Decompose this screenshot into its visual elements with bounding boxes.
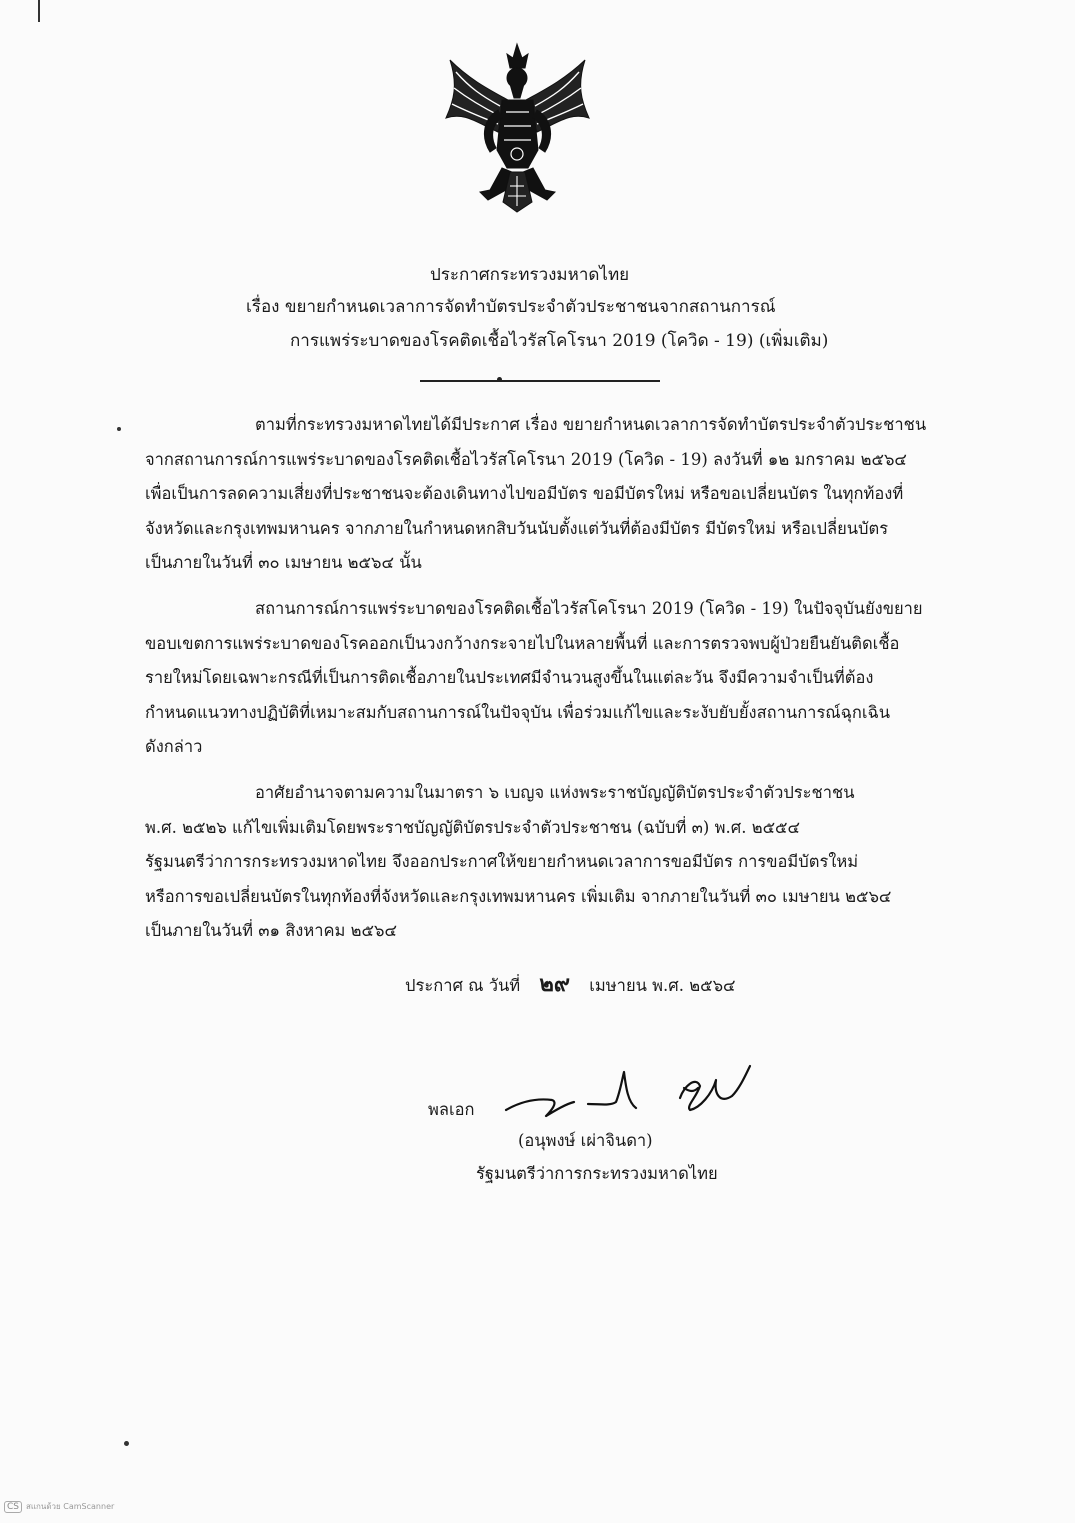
signatory-name: (อนุพงษ์ เผ่าจินดา) — [518, 1131, 653, 1150]
paragraph-line: เป็นภายในวันที่ ๓๐ เมษายน ๒๕๖๔ นั้น — [145, 553, 422, 572]
handwritten-signature — [500, 1058, 760, 1128]
scan-speck — [124, 1441, 129, 1446]
paragraph-line: รายใหม่โดยเฉพาะกรณีที่เป็นการติดเชื้อภายในประเทศมีจำนวนสูงขึ้นในแต่ละวัน จึงมีความจำเป็นที่ต้อง — [145, 668, 874, 687]
paragraph-line: เป็นภายในวันที่ ๓๑ สิงหาคม ๒๕๖๔ — [145, 921, 397, 940]
signatory-title: รัฐมนตรีว่าการกระทรวงมหาดไทย — [476, 1164, 718, 1183]
paragraph-line: หรือการขอเปลี่ยนบัตรในทุกท้องที่จังหวัดและกรุงเทพมหานคร เพิ่มเติม จากภายในวันที่ ๓๐ เมษายน ๒๕๖๔ — [145, 886, 892, 906]
paragraph-line: จากสถานการณ์การแพร่ระบาดของโรคติดเชื้อไวรัสโคโรนา 2019 (โควิด - 19) ลงวันที่ ๑๒ มกราคม ๒๕๖๔ — [145, 449, 907, 469]
date-day: ๒๙ — [539, 971, 571, 997]
camscanner-badge: CS — [4, 1501, 22, 1513]
paragraph-line: สถานการณ์การแพร่ระบาดของโรคติดเชื้อไวรัสโคโรนา 2019 (โควิด - 19) ในปัจจุบันยังขยาย — [255, 599, 923, 618]
signatory-rank: พลเอก — [428, 1100, 475, 1119]
camscanner-text: สแกนด้วย CamScanner — [26, 1502, 115, 1511]
paragraph-line: ดังกล่าว — [145, 737, 203, 756]
date-suffix: เมษายน พ.ศ. ๒๕๖๔ — [589, 976, 736, 995]
paragraph-line: กำหนดแนวทางปฏิบัติที่เหมาะสมกับสถานการณ์ในปัจจุบัน เพื่อร่วมแก้ไขและระงับยับยั้งสถานการณ์ฉุกเฉิน — [145, 702, 891, 722]
paragraph-line: จังหวัดและกรุงเทพมหานคร จากภายในกำหนดหกสิบวันนับตั้งแต่วันที่ต้องมีบัตร มีบัตรใหม่ หรือเปลี่ยนบัตร — [145, 518, 889, 538]
paragraph-line: ขอบเขตการแพร่ระบาดของโรคออกเป็นวงกว้างกระจายไปในหลายพื้นที่ และการตรวจพบผู้ป่วยยืนยันติดเชื้อ — [145, 633, 900, 653]
paragraph-line: ตามที่กระทรวงมหาดไทยได้มีประกาศ เรื่อง ขยายกำหนดเวลาการจัดทำบัตรประจำตัวประชาชน — [255, 415, 927, 434]
header-divider-dot — [497, 377, 502, 382]
garuda-emblem — [440, 40, 595, 215]
paragraph-2 — [145, 592, 985, 765]
paragraph-line: อาศัยอำนาจตามความในมาตรา ๖ เบญจ แห่งพระราชบัญญัติบัตรประจำตัวประชาชน — [255, 783, 855, 802]
scan-edge-mark — [38, 0, 40, 22]
scan-speck — [117, 427, 121, 431]
paragraph-1 — [145, 408, 985, 581]
subject-line: เรื่อง ขยายกำหนดเวลาการจัดทำบัตรประจำตัวประชาชนจากสถานการณ์ — [246, 297, 776, 317]
paragraph-line: รัฐมนตรีว่าการกระทรวงมหาดไทย จึงออกประกาศให้ขยายกำหนดเวลาการขอมีบัตร การขอมีบัตรใหม่ — [145, 852, 859, 871]
issuer-title: ประกาศกระทรวงมหาดไทย — [430, 265, 630, 285]
header-divider — [420, 380, 660, 382]
subject-line-continued: การแพร่ระบาดของโรคติดเชื้อไวรัสโคโรนา 2019 (โควิด - 19) (เพิ่มเติม) — [290, 331, 829, 351]
paragraph-3 — [145, 776, 985, 949]
paragraph-line: พ.ศ. ๒๕๒๖ แก้ไขเพิ่มเติมโดยพระราชบัญญัติบัตรประจำตัวประชาชน (ฉบับที่ ๓) พ.ศ. ๒๕๕๔ — [145, 817, 801, 837]
paragraph-line: เพื่อเป็นการลดความเสี่ยงที่ประชาชนจะต้องเดินทางไปขอมีบัตร ขอมีบัตรใหม่ หรือขอเปลี่ยนบัตร ในทุกท้องที่ — [145, 484, 904, 503]
camscanner-watermark — [4, 1500, 114, 1513]
announcement-date — [405, 966, 736, 1001]
date-prefix: ประกาศ ณ วันที่ — [405, 976, 521, 995]
